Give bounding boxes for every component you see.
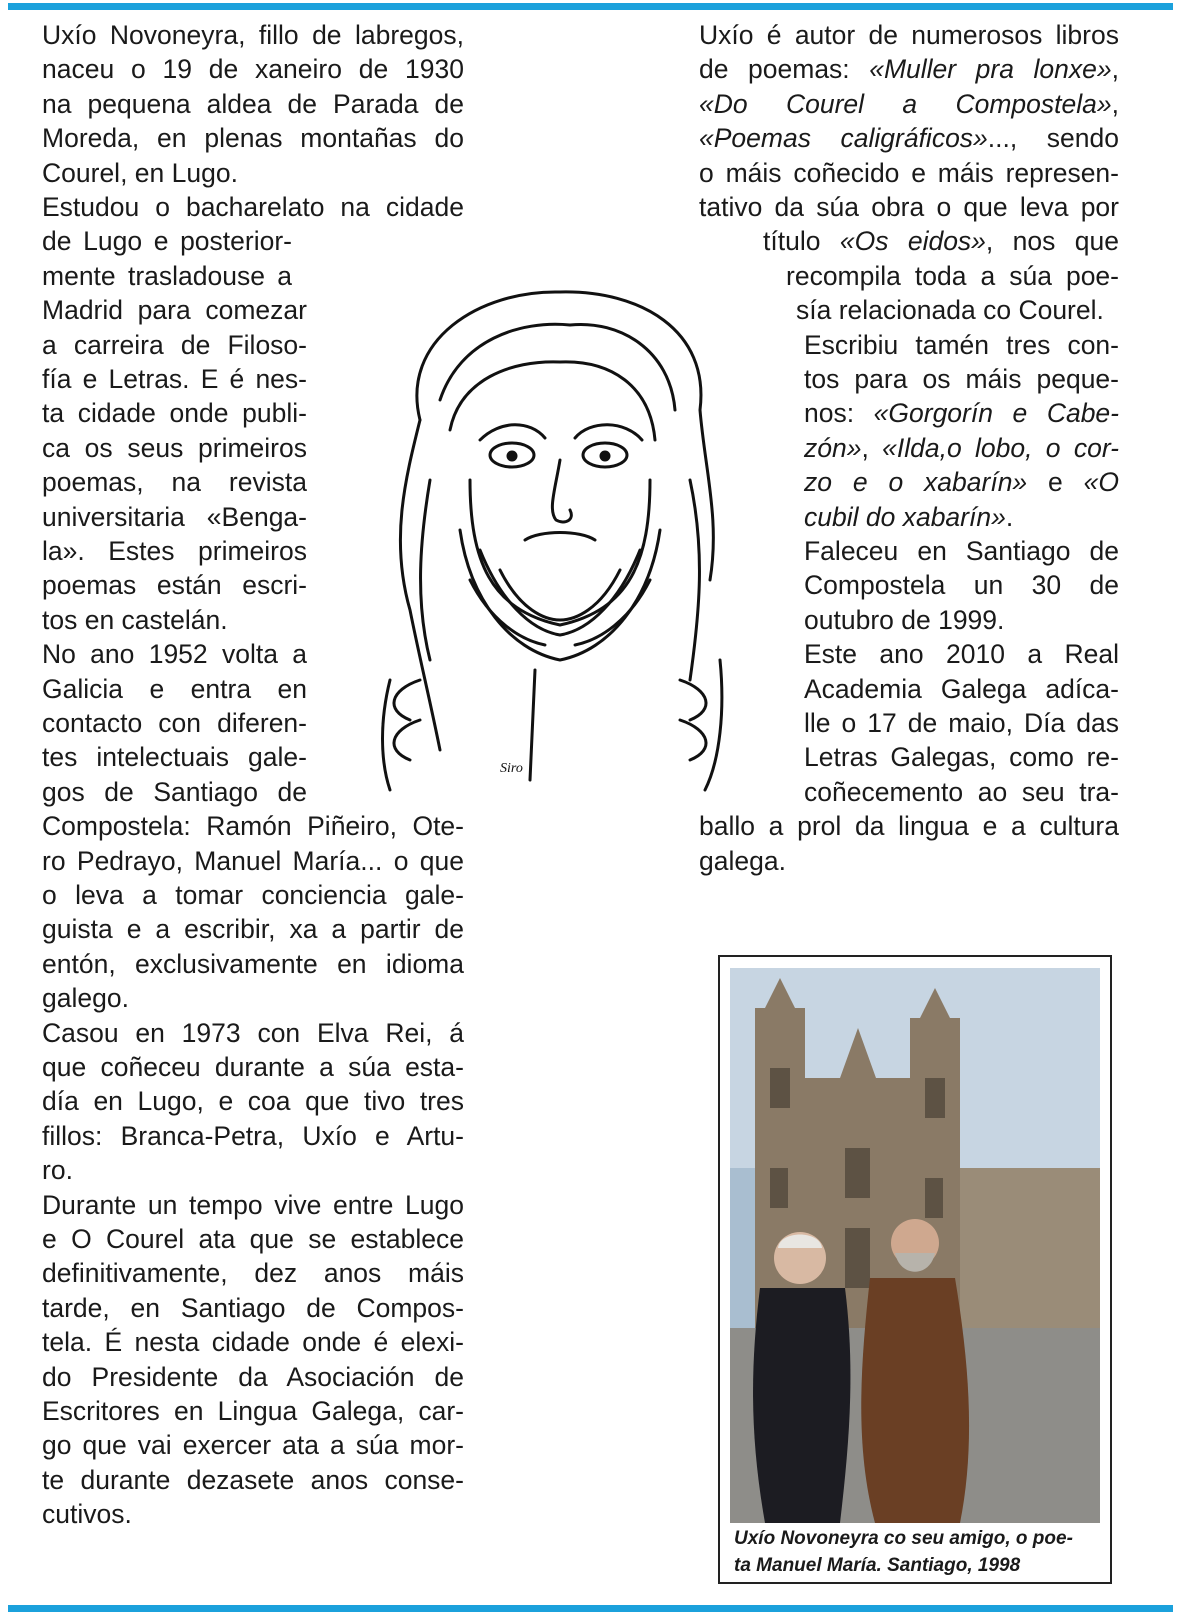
paragraph-line: Uxío Novoneyra, fillo de labregos, (42, 20, 464, 50)
cathedral-photo (730, 968, 1100, 1523)
paragraph-line: o máis coñecido e máis represen- (699, 157, 1119, 188)
paragraph-line: tes intelectuais gale- (42, 742, 307, 773)
paragraph-line: contacto con diferen- (42, 708, 307, 738)
brow-right (575, 425, 642, 440)
paragraph-line: gos de Santiago de (42, 776, 307, 807)
paragraph-line: Casou en 1973 con Elva Rei, á (42, 1017, 464, 1048)
brow-left (480, 425, 545, 440)
paragraph-line: o leva a tomar conciencia gale- (42, 880, 464, 910)
top-accent-rule (8, 3, 1173, 10)
paragraph-line: ta cidade onde publi- (42, 398, 307, 429)
paragraph-line: entón, exclusivamente en idioma (42, 948, 464, 979)
paragraph-line: Faleceu en Santiago de (804, 536, 1119, 566)
paragraph-line: Moreda, en plenas montañas do (42, 123, 464, 154)
paragraph-line: Galicia e entra en (42, 673, 307, 704)
caricature-portrait (360, 280, 750, 800)
paragraph-line: fía e Letras. E é nes- (42, 364, 307, 394)
paragraph-line: te durante dezasete anos conse- (42, 1464, 464, 1495)
nose (552, 460, 571, 522)
paragraph-line: ca os seus primeiros (42, 432, 307, 463)
paragraph-line: recompila toda a súa poe- (786, 260, 1119, 291)
paragraph-line: Madrid para comezar (42, 295, 307, 326)
paragraph-line: Compostela: Ramón Piñeiro, Ote- (42, 811, 464, 842)
paragraph-line: cubil do xabarín». (804, 501, 1014, 532)
bottom-accent-rule (8, 1605, 1173, 1612)
paragraph-line: tarde, en Santiago de Compos- (42, 1292, 464, 1323)
paragraph-line: cutivos. (42, 1499, 132, 1530)
paragraph-line: outubro de 1999. (804, 604, 1005, 635)
paragraph-line: Academia Galega adíca- (804, 673, 1119, 704)
paragraph-line: naceu o 19 de xaneiro de 1930 (42, 54, 464, 85)
paragraph-line: que coñeceu durante a súa esta- (42, 1052, 464, 1082)
paragraph-line: Durante un tempo vive entre Lugo (42, 1189, 464, 1220)
paragraph-line: nos: «Gorgorín e Cabe- (804, 398, 1119, 429)
paragraph-line: na pequena aldea de Parada de (42, 88, 464, 119)
paragraph-line: zo e o xabarín» e «O (804, 467, 1119, 498)
photo-caption (734, 1525, 1073, 1579)
paragraph-line: Letras Galegas, como re- (804, 742, 1119, 773)
paragraph-line: Compostela un 30 de (804, 570, 1119, 601)
paragraph-line: ballo a prol da lingua e a cultura (699, 811, 1119, 842)
paragraph-line: tela. É nesta cidade onde é elexi- (42, 1327, 464, 1358)
paragraph-line: tos para os máis peque- (804, 364, 1119, 394)
paragraph-line: coñecemento ao seu tra- (804, 776, 1119, 807)
paragraph-line: la». Estes primeiros (42, 536, 307, 566)
paragraph-line: guista e a escribir, xa a partir de (42, 914, 464, 945)
paragraph-line: Uxío é autor de numerosos libros (699, 20, 1119, 50)
paragraph-line: Este ano 2010 a Real (804, 639, 1119, 670)
paragraph-line: fillos: Branca-Petra, Uxío e Artu- (42, 1120, 464, 1151)
paragraph-line: poemas, na revista (42, 467, 307, 498)
paragraph-line: No ano 1952 volta a (42, 639, 307, 670)
person-left (753, 1288, 850, 1523)
artist-signature: Siro (500, 761, 523, 776)
paragraph-line: do Presidente da Asociación de (42, 1361, 464, 1392)
paragraph-line: Escritores en Lingua Galega, car- (42, 1396, 464, 1426)
face-outline (470, 480, 650, 625)
body-left (383, 680, 391, 790)
paragraph-line: mente trasladouse a (42, 260, 292, 291)
paragraph-line: a carreira de Filoso- (42, 329, 307, 360)
paragraph-line: galego. (42, 983, 129, 1014)
paragraph-line: de poemas: «Muller pra lonxe», (699, 54, 1119, 85)
paragraph-line: día en Lugo, e coa que tivo tres (42, 1086, 464, 1117)
paragraph-line: de Lugo e posterior- (42, 226, 292, 257)
paragraph-line: título «Os eidos», nos que (763, 226, 1119, 257)
cathedral-tower-right (910, 988, 960, 1328)
paragraph-line: ro Pedrayo, Manuel María... o que (42, 845, 464, 876)
paragraph-line: ro. (42, 1155, 73, 1186)
paragraph-line: poemas están escri- (42, 570, 307, 601)
paragraph-line: zón», «Ilda,o lobo, o cor- (804, 432, 1119, 463)
photo-frame (718, 955, 1112, 1584)
paragraph-line: e O Courel ata que se establece (42, 1224, 464, 1254)
paragraph-line: Courel, en Lugo. (42, 157, 238, 188)
neck (530, 670, 535, 780)
paragraph-line: Escribiu tamén tres con- (804, 329, 1119, 360)
paragraph-line: lle o 17 de maio, Día das (804, 708, 1119, 738)
person-right (861, 1278, 969, 1523)
beard (460, 530, 660, 660)
paragraph-line: universitaria «Benga- (42, 501, 307, 532)
paragraph-line: sía relacionada co Courel. (796, 295, 1104, 326)
body-right (705, 660, 722, 790)
paragraph-line: definitivamente, dez anos máis (42, 1258, 464, 1289)
paragraph-line: «Poemas caligráficos»..., sendo (699, 123, 1119, 154)
paragraph-line: galega. (699, 845, 786, 876)
paragraph-line: tos en castelán. (42, 604, 228, 635)
paragraph-line: «Do Courel a Compostela», (699, 88, 1119, 119)
paragraph-line: go que vai exercer ata a súa mor- (42, 1430, 464, 1461)
paragraph-line: tativo da súa obra o que leva por (699, 192, 1119, 222)
caption-line: ta Manuel María. Santiago, 1998 (734, 1555, 1021, 1576)
caption-line: Uxío Novoneyra co seu amigo, o poe- (734, 1528, 1073, 1549)
paragraph-line: Estudou o bacharelato na cidade (42, 192, 464, 222)
